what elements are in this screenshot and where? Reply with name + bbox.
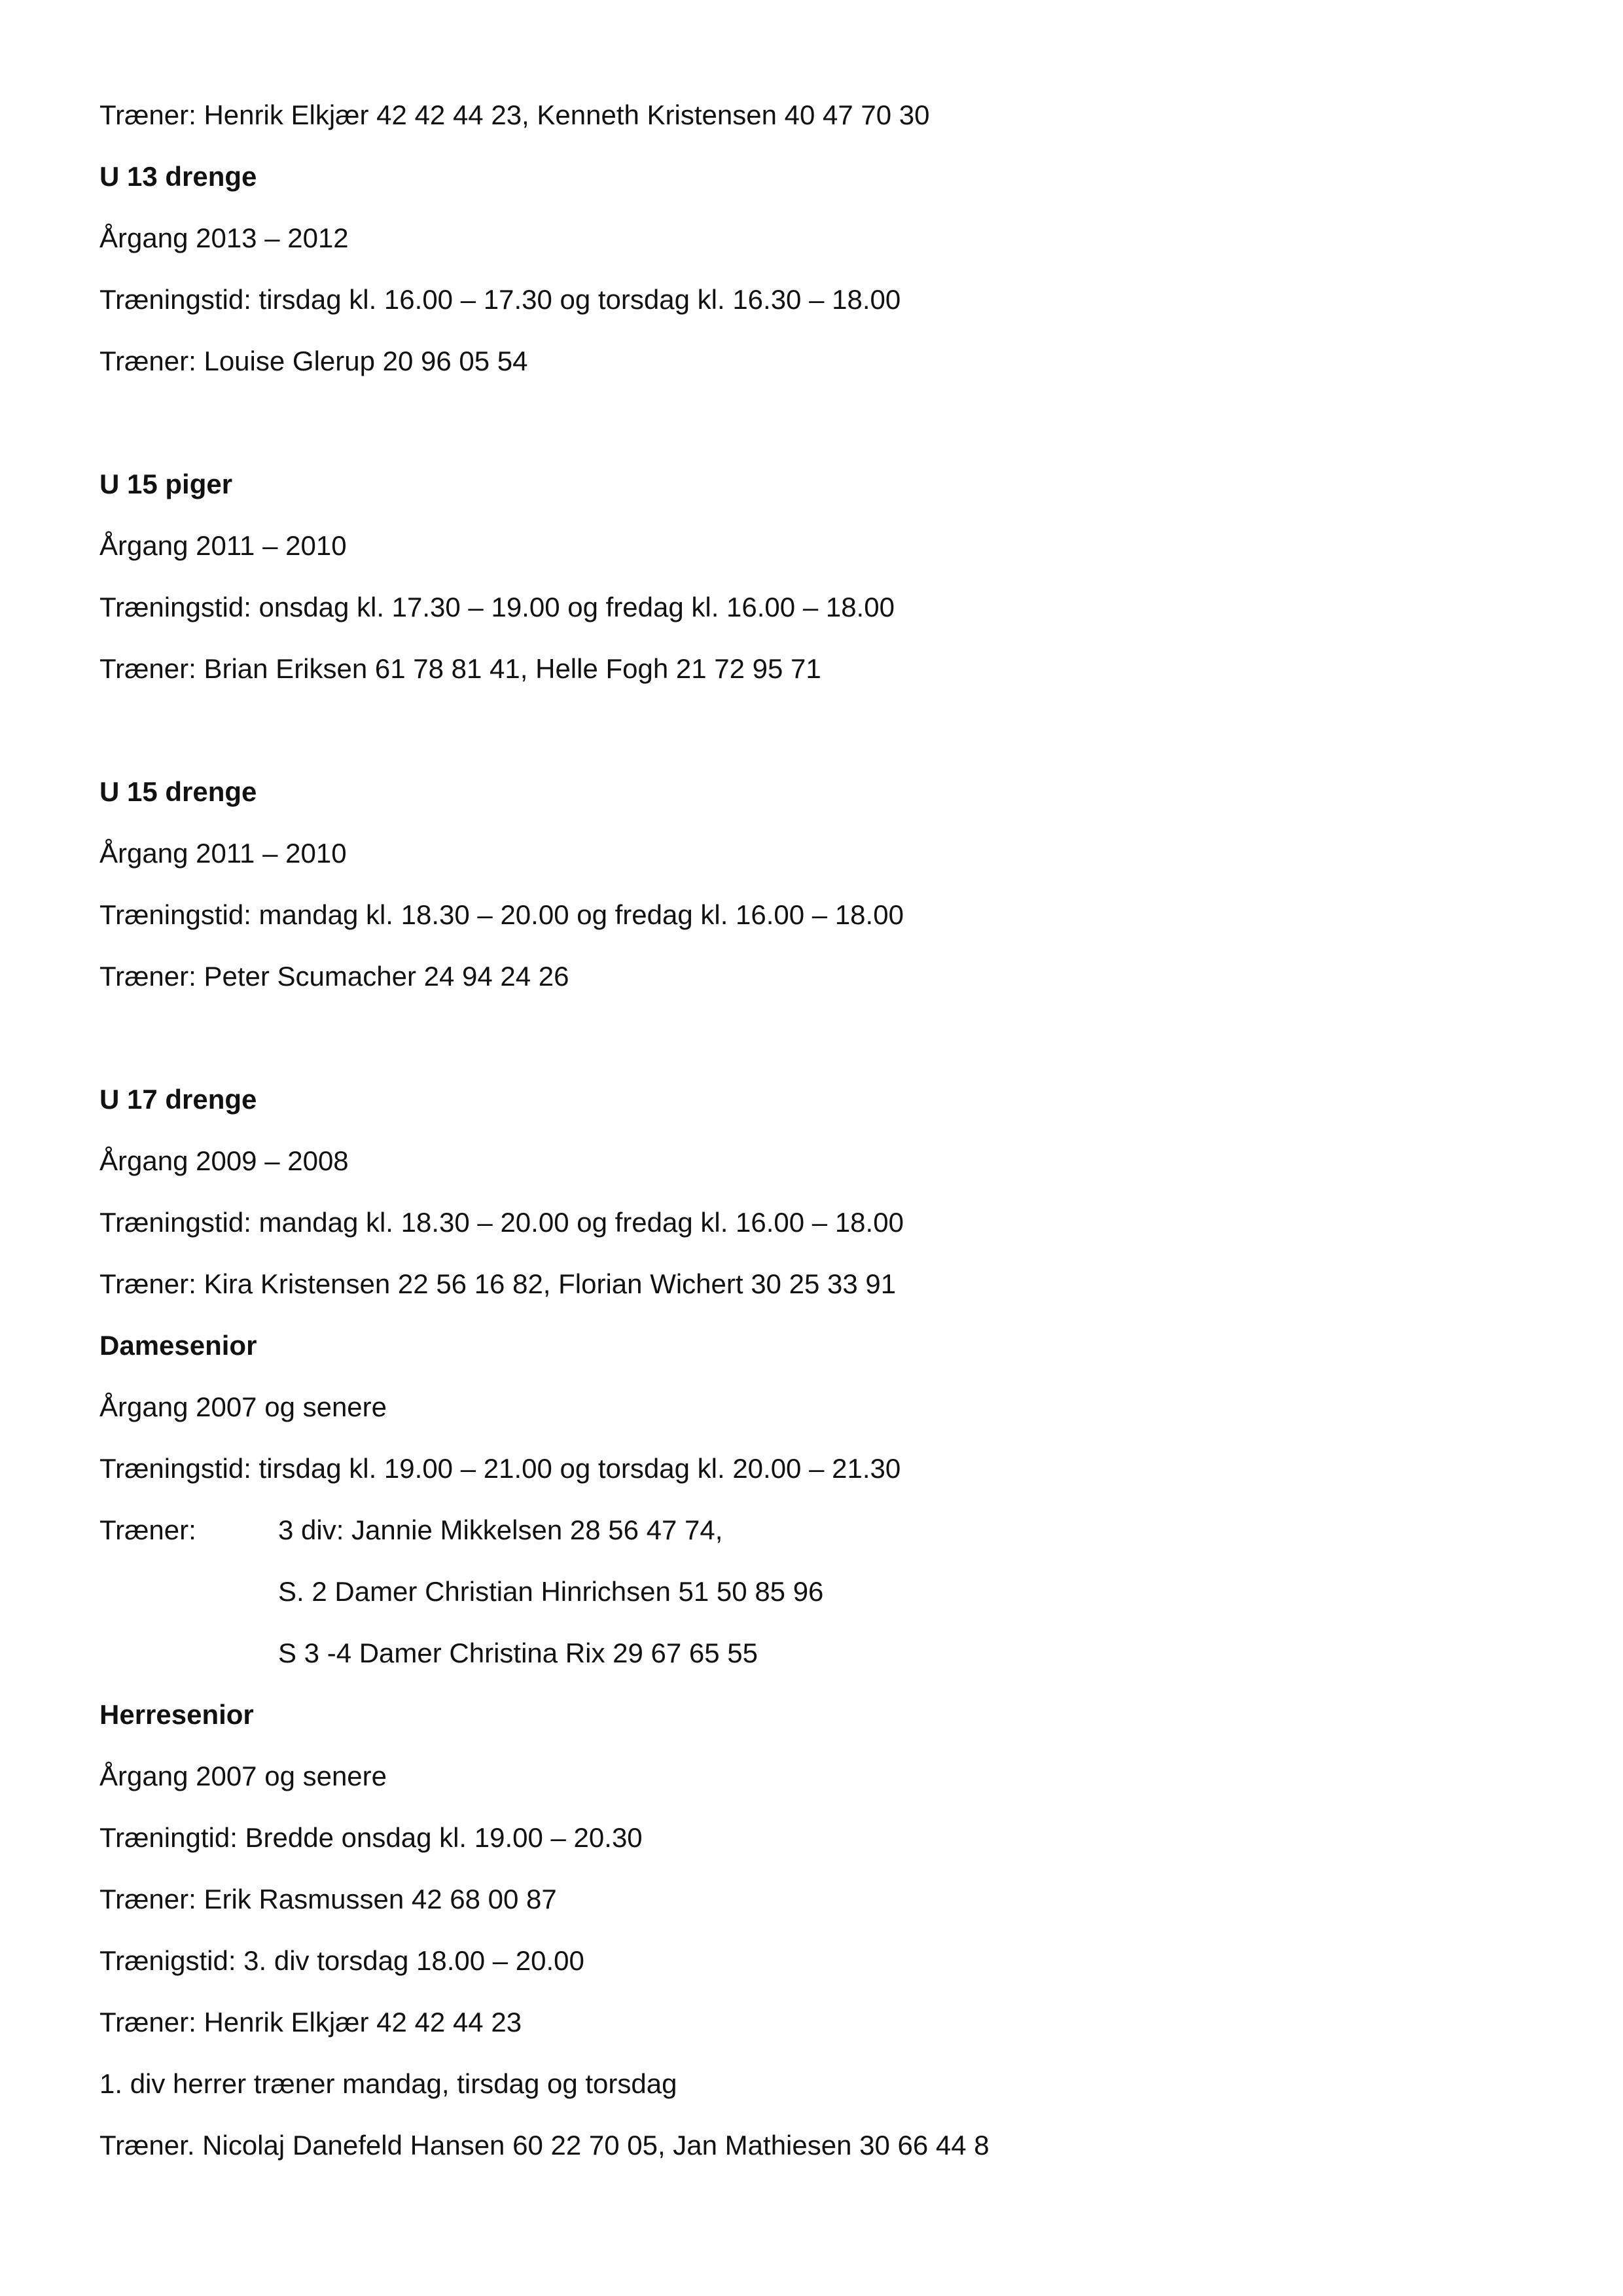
birth-year-line: Årgang 2013 – 2012: [99, 223, 349, 253]
trainer-line: Træner: Henrik Elkjær 42 42 44 23, Kenneth Kristensen 40 47 70 30: [99, 99, 930, 130]
section-heading-u13-drenge: U 13 drenge: [99, 161, 257, 192]
section-heading-u15-drenge: U 15 drenge: [99, 776, 257, 807]
trainer-entry: S 3 -4 Damer Christina Rix 29 67 65 55: [278, 1638, 758, 1668]
training-time-line: Træningstid: mandag kl. 18.30 – 20.00 og fredag kl. 16.00 – 18.00: [99, 899, 904, 930]
trainer-line: Træner: Louise Glerup 20 96 05 54: [99, 346, 528, 376]
section-heading-herresenior: Herresenior: [99, 1699, 254, 1730]
trainer-entry: 3 div: Jannie Mikkelsen 28 56 47 74,: [278, 1515, 723, 1545]
training-time-line: Træningstid: tirsdag kl. 16.00 – 17.30 og torsdag kl. 16.30 – 18.00: [99, 284, 901, 315]
section-heading-u15-piger: U 15 piger: [99, 469, 233, 499]
training-time-line: Træningtid: Bredde onsdag kl. 19.00 – 20.30: [99, 1822, 643, 1853]
trainer-line: Træner: Brian Eriksen 61 78 81 41, Helle Fogh 21 72 95 71: [99, 653, 821, 684]
trainer-line: Træner: Erik Rasmussen 42 68 00 87: [99, 1884, 557, 1914]
section-heading-u17-drenge: U 17 drenge: [99, 1084, 257, 1115]
section-heading-damesenior: Damesenior: [99, 1330, 257, 1361]
trainer-line: Træner: Henrik Elkjær 42 42 44 23: [99, 2007, 522, 2037]
birth-year-line: Årgang 2011 – 2010: [99, 838, 347, 869]
trainer-line: Træner: Peter Scumacher 24 94 24 26: [99, 961, 569, 992]
birth-year-line: Årgang 2007 og senere: [99, 1391, 387, 1422]
trainer-entry: S. 2 Damer Christian Hinrichsen 51 50 85 96: [278, 1576, 824, 1607]
training-time-line: Træningstid: tirsdag kl. 19.00 – 21.00 og torsdag kl. 20.00 – 21.30: [99, 1453, 901, 1484]
team-note-line: 1. div herrer træner mandag, tirsdag og torsdag: [99, 2068, 677, 2099]
trainer-line: Træner: Kira Kristensen 22 56 16 82, Florian Wichert 30 25 33 91: [99, 1268, 897, 1299]
trainer-label: Træner:: [99, 1515, 196, 1545]
birth-year-line: Årgang 2007 og senere: [99, 1761, 387, 1791]
birth-year-line: Årgang 2009 – 2008: [99, 1145, 349, 1176]
training-time-line: Træningstid: onsdag kl. 17.30 – 19.00 og fredag kl. 16.00 – 18.00: [99, 592, 895, 622]
birth-year-line: Årgang 2011 – 2010: [99, 530, 347, 561]
trainer-line: Træner. Nicolaj Danefeld Hansen 60 22 70 05, Jan Mathiesen 30 66 44 8: [99, 2130, 990, 2161]
training-time-line: Trænigstid: 3. div torsdag 18.00 – 20.00: [99, 1945, 584, 1976]
training-time-line: Træningstid: mandag kl. 18.30 – 20.00 og fredag kl. 16.00 – 18.00: [99, 1207, 904, 1238]
